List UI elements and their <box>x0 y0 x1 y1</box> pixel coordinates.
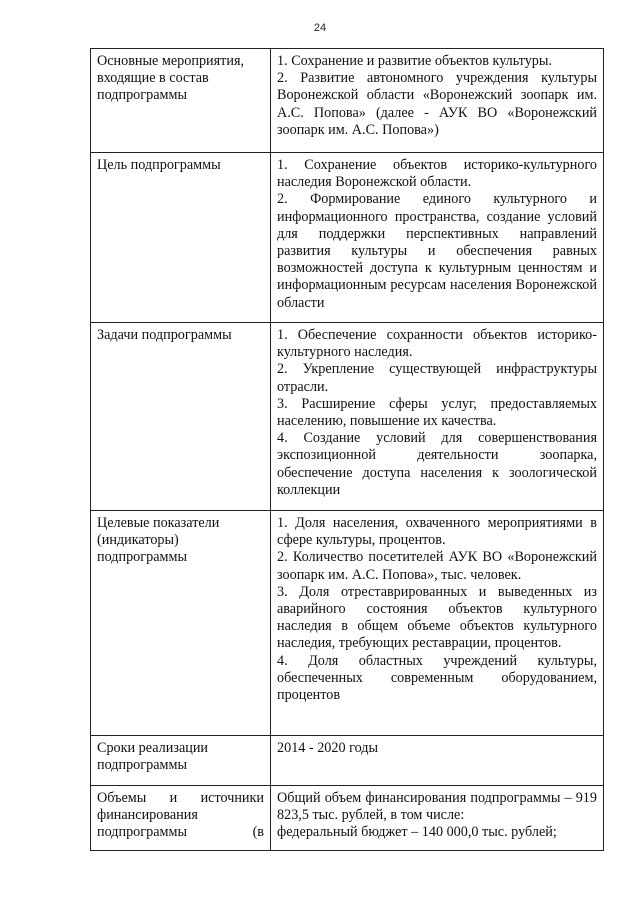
value-item: 2. Укрепление существующей инфраструктуры отрасли. <box>277 361 597 395</box>
table-row <box>91 786 604 851</box>
label-line: (индикаторы) <box>97 532 179 549</box>
row-label-tasks <box>91 323 271 511</box>
label-line: Целевые показатели <box>97 515 220 531</box>
row-value-funding <box>271 786 604 851</box>
value-item: 2014 - 2020 годы <box>277 740 379 756</box>
value-item: 1. Сохранение объектов историко-культурного наследия Воронежской области. <box>277 157 597 191</box>
label-line: Сроки реализации <box>97 740 209 756</box>
label-line: Задачи подпрограммы <box>97 327 232 343</box>
row-value-tasks <box>271 323 604 511</box>
table-row <box>91 153 604 323</box>
row-value-main-activities <box>271 49 604 153</box>
label-line: Цель подпрограммы <box>97 157 221 173</box>
value-item: 3. Доля отреставрированных и выведенных из аварийного состояния объектов культурного наследия в общем объеме объектов культурного наследия, требующих реставрации, процентов. <box>277 583 597 652</box>
value-item: 4. Создание условий для совершенствования экспозиционной деятельности зоопарка, обеспечение доступа населения к зоологической коллекции <box>277 430 597 498</box>
value-item: Общий объем финансирования подпрограммы – 919 823,5 тыс. рублей, в том числе: <box>277 790 597 824</box>
row-value-timeline <box>271 736 604 786</box>
value-item: 1. Доля населения, охваченного мероприятиями в сфере культуры, процентов. <box>277 515 597 549</box>
value-item: 1. Сохранение и развитие объектов культуры. <box>277 53 552 69</box>
value-item: 1. Обеспечение сохранности объектов историко-культурного наследия. <box>277 327 597 361</box>
row-value-target-indicators <box>271 511 604 736</box>
table-row <box>91 49 604 153</box>
label-line: Объемы и источники <box>97 790 264 806</box>
value-item: 2. Формирование единого культурного и информационного пространства, создание условий для поддержки перспективных направлений развития культуры и обеспечения равных возможностей доступа к культурным ценностям и информационным ресурсам населения Воронежской области <box>277 191 597 311</box>
label-line: финансирования <box>97 807 198 824</box>
value-item: 2. Развитие автономного учреждения культуры Воронежской области «Воронежский зоопарк им. А.С. Попова» (далее - АУК ВО «Воронежский зоопарк им. А.С. Попова») <box>277 70 597 138</box>
table-row <box>91 736 604 786</box>
value-item: 3. Расширение сферы услуг, предоставляемых населению, повышение их качества. <box>277 395 597 430</box>
value-item: 4. Доля областных учреждений культуры, обеспеченных современным оборудованием, процентов <box>277 652 597 704</box>
row-label-goal <box>91 153 271 323</box>
table-row <box>91 511 604 736</box>
label-line: входящие в состав <box>97 70 209 87</box>
row-value-goal <box>271 153 604 323</box>
label-line: подпрограммы <box>97 87 187 104</box>
row-label-target-indicators <box>91 511 271 736</box>
row-label-timeline <box>91 736 271 786</box>
label-line: подпрограммы <box>97 549 187 566</box>
label-line: Основные мероприятия, <box>97 53 245 69</box>
value-item: федеральный бюджет – 140 000,0 тыс. рублей; <box>277 824 557 841</box>
value-item: 2. Количество посетителей АУК ВО «Воронежский зоопарк им. А.С. Попова», тыс. человек. <box>277 549 597 583</box>
label-line: подпрограммы (в <box>97 824 264 841</box>
subprogram-passport-table <box>90 48 604 851</box>
page-number: 24 <box>313 22 327 34</box>
row-label-main-activities <box>91 49 271 153</box>
label-line: подпрограммы <box>97 757 187 774</box>
table-row <box>91 323 604 511</box>
row-label-funding <box>91 786 271 851</box>
